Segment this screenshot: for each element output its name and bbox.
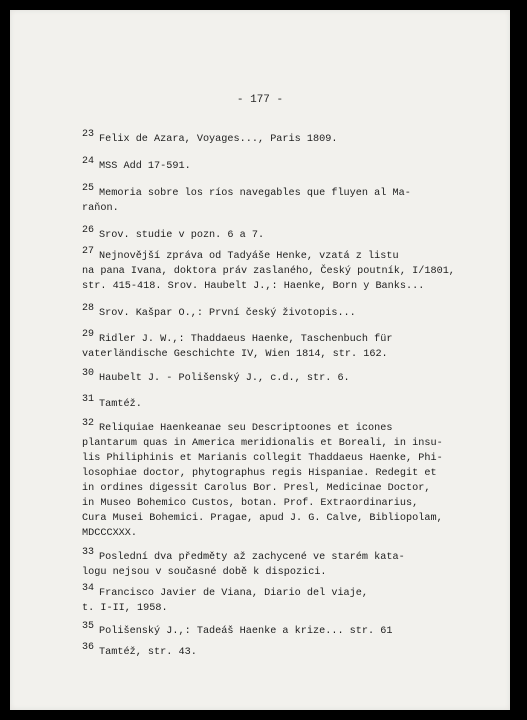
footnote-33 [82, 547, 492, 580]
footnote-32 [82, 418, 492, 541]
footnote-30 [82, 368, 492, 386]
footnote-number: 34 [82, 583, 95, 594]
footnote-text: Poslední dva předměty až zachycené ve starém kata- logu nejsou v současné době k dispozici. [82, 552, 405, 578]
footnote-text: Srov. studie v pozn. 6 a 7. [99, 230, 265, 241]
footnote-35 [82, 621, 492, 639]
footnote-number: 26 [82, 225, 95, 236]
footnote-text: Nejnovější zpráva od Tadyáše Henke, vzatá z listu na pana Ivana, doktora práv zaslaného, Český poutník, I/1801, str. 415-418. Srov. Haubelt J.,: Haenke, Born y Banks... [82, 251, 455, 292]
footnote-number: 27 [82, 246, 95, 257]
page-number: - 177 - [236, 94, 284, 106]
footnote-34 [82, 583, 492, 616]
footnote-number: 29 [82, 329, 95, 340]
footnote-23 [82, 129, 492, 147]
footnote-text: Ridler J. W.,: Thaddaeus Haenke, Taschenbuch für vaterländische Geschichte IV, Wien 1814, str. 162. [82, 334, 393, 360]
footnote-number: 36 [82, 642, 95, 653]
footnote-31 [82, 394, 492, 412]
footnote-number: 28 [82, 303, 95, 314]
footnote-text: Felix de Azara, Voyages..., Paris 1809. [99, 134, 338, 145]
footnote-number: 25 [82, 183, 95, 194]
footnotes-list [82, 129, 492, 660]
footnote-number: 31 [82, 394, 95, 405]
footnote-text: Tamtéž. [99, 399, 142, 410]
footnote-24 [82, 156, 492, 174]
footnote-number: 23 [82, 129, 95, 140]
footnote-text: Srov. Kašpar O.,: První český životopis... [99, 308, 356, 319]
footnote-number: 30 [82, 368, 95, 379]
footnote-text: Memoria sobre los ríos navegables que fluyen al Ma- raňon. [82, 188, 411, 214]
footnote-26 [82, 225, 492, 243]
footnote-text: Haubelt J. - Polišenský J., c.d., str. 6. [99, 373, 350, 384]
footnote-number: 24 [82, 156, 95, 167]
footnote-text: Polišenský J.,: Tadeáš Haenke a krize... str. 61 [99, 626, 393, 637]
footnote-number: 32 [82, 418, 95, 429]
document-page [10, 10, 510, 710]
footnote-25 [82, 183, 492, 216]
footnote-text: Francisco Javier de Viana, Diario del viaje, t. I-II, 1958. [82, 588, 369, 614]
footnote-number: 33 [82, 547, 95, 558]
footnote-text: Reliquiae Haenkeanae seu Descriptoones et icones plantarum quas in America meridionalis et Boreali, in insu- lis Philiphinis et Marianis collegit Thaddaeus Haenke, Phi- losophiae doctor, phytographus regis Hispaniae. Redegit et in ordines digessit Carolus Bor. Presl, Medicinae Doctor, in Museo Bohemico Custos, botan. Prof. Extraordinarius, Cura Musei Bohemici. Pragae, apud J. G. Calve, Bibliopolam, MDCCCXXX. [82, 423, 443, 539]
footnote-text: Tamtéž, str. 43. [99, 647, 197, 658]
footnote-27 [82, 246, 492, 294]
footnote-36 [82, 642, 492, 660]
footnote-text: MSS Add 17-591. [99, 161, 191, 172]
footnote-29 [82, 329, 492, 362]
footnote-number: 35 [82, 621, 95, 632]
footnote-28 [82, 303, 492, 321]
